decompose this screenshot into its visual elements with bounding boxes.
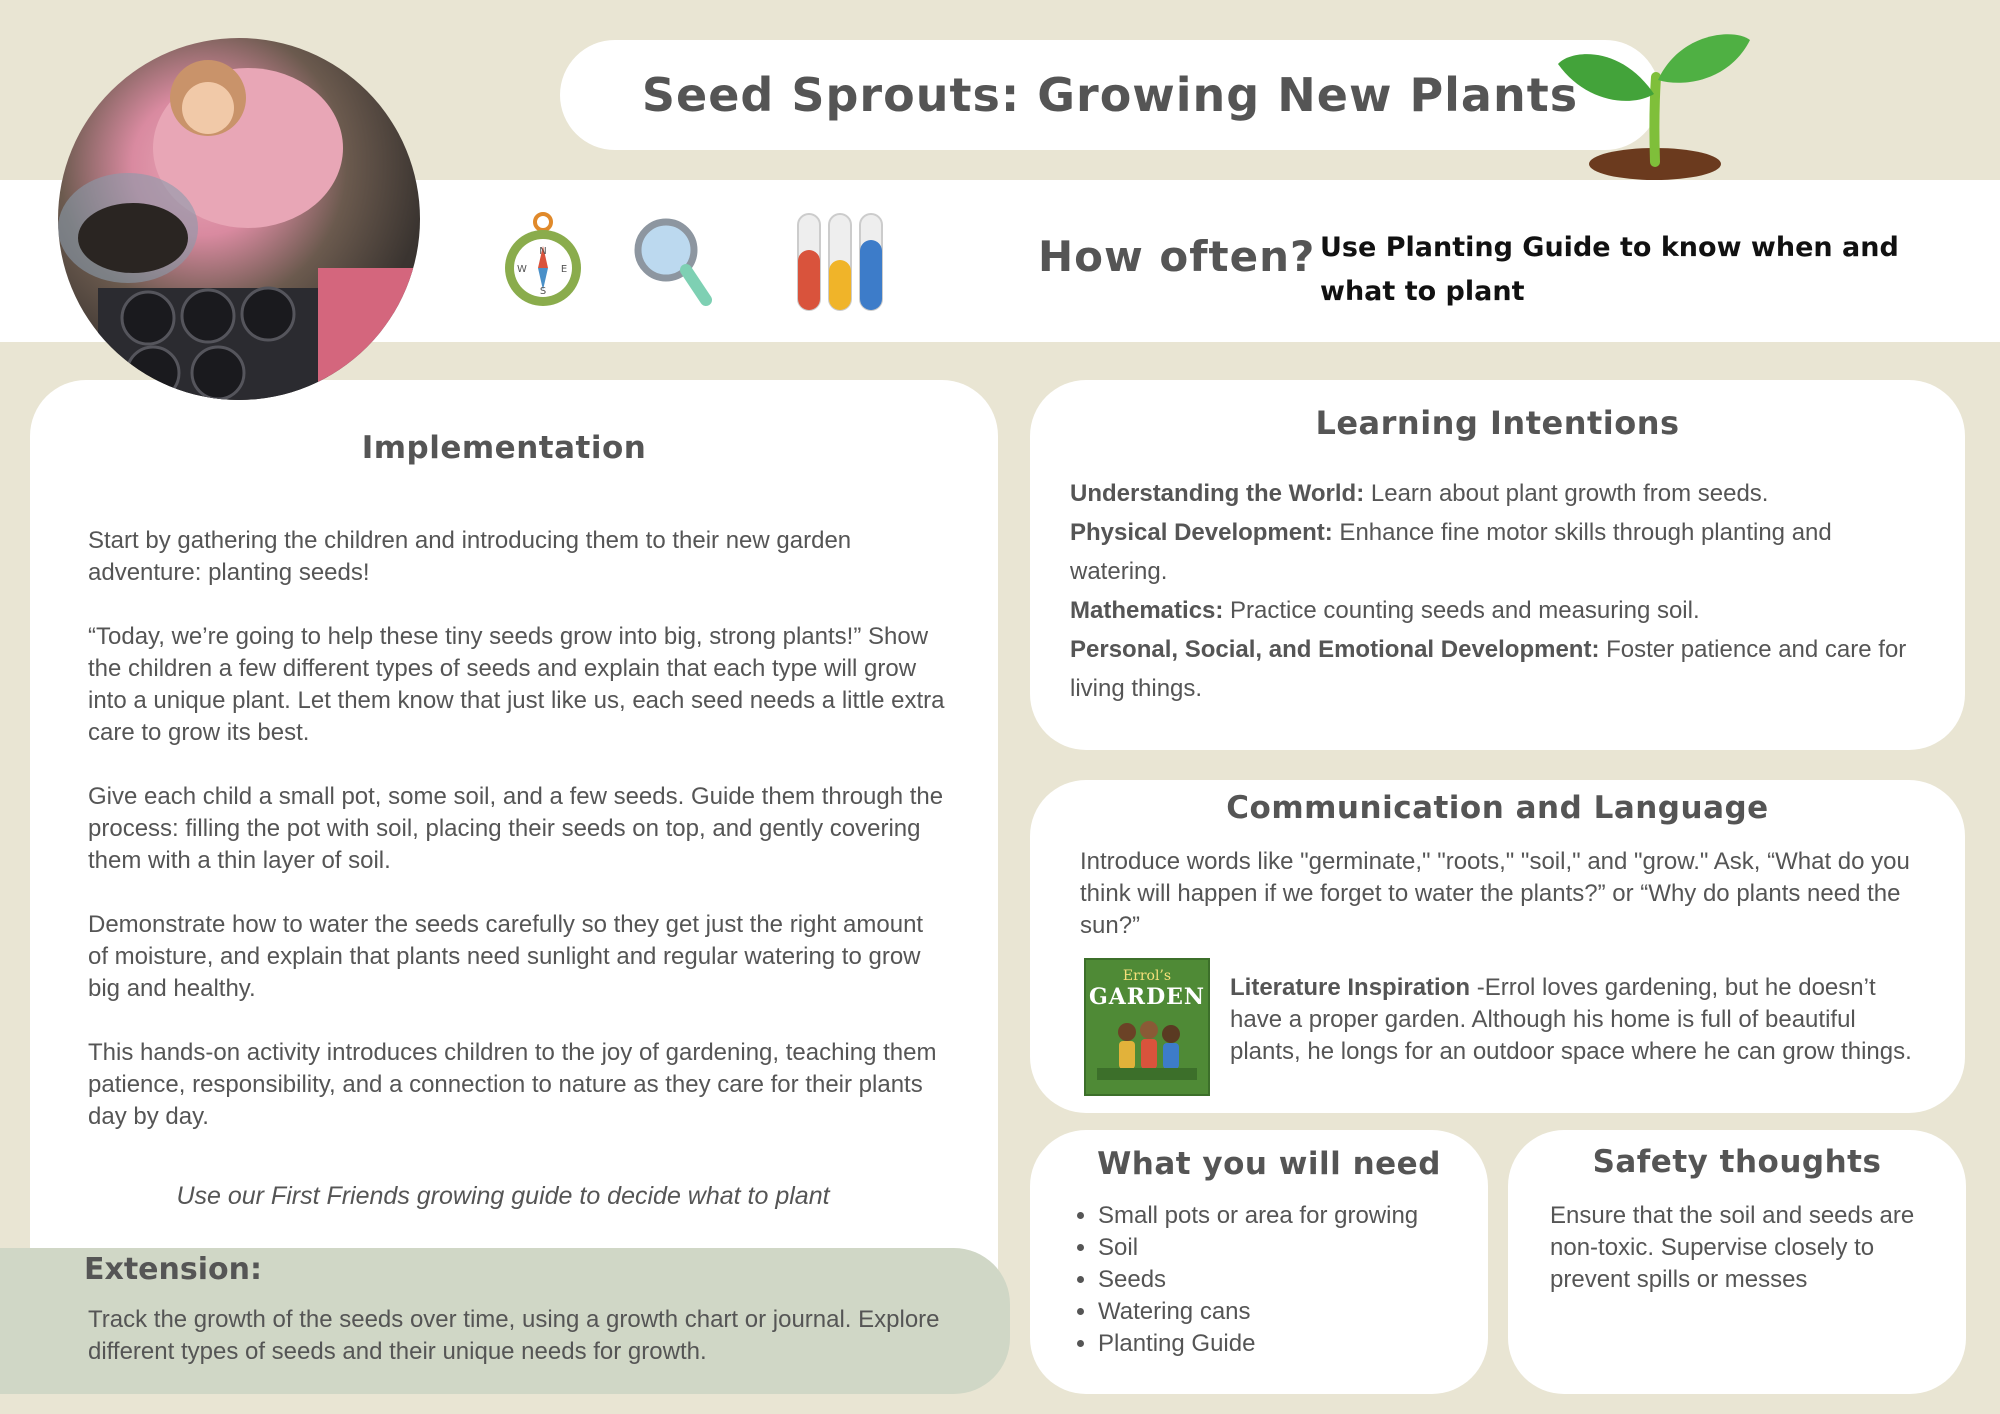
learning-intention-text: Foster patience and care for living things. [1070,636,1907,702]
implementation-paragraph: Demonstrate how to water the seeds carefully so they get just the right amount of moisture, and explain that plants need sunlight and regular watering to grow big and healthy. [88,911,924,1002]
test-tubes-icon [790,210,890,319]
implementation-paragraph: “Today, we’re going to help these tiny seeds grow into big, strong plants!” Show the children a few different types of seeds and explain that each type will grow into a unique plant. Let them know that just like us, each seed needs a little extra care to grow its best. [88,623,945,746]
learning-intention-label: Physical Development: [1070,519,1333,546]
book-title-line2: GARDEN [1088,984,1206,1010]
literature-label: Literature Inspiration [1230,974,1471,1001]
svg-text:S: S [539,286,547,297]
learning-intention-label: Understanding the World: [1070,480,1365,507]
child-planting-photo [58,38,420,400]
learning-intention-item [1070,474,1930,513]
implementation-paragraph: Give each child a small pot, some soil, and a few seeds. Guide them through the process: filling the pot with soil, placing their seeds on top, and gently covering them with a thin layer of soil. [88,783,944,874]
title-banner [560,40,1660,150]
implementation-paragraph: Start by gathering the children and introducing them to their new garden adventure: planting seeds! [88,527,852,586]
needs-list-item: • Soil [1098,1232,1498,1264]
communication-text: Introduce words like "germinate," "roots," "soil," and "grow." Ask, “What do you think will happen if we forget to water the plants?” or “Why do plants need the sun?” [1080,848,1910,939]
needs-list-item: • Watering cans [1098,1296,1498,1328]
learning-intention-text: Enhance fine motor skills through planting and watering. [1070,519,1832,585]
needs-list-item: • Planting Guide [1098,1328,1498,1360]
how-often-label: How often? [1038,232,1316,281]
learning-intention-label: Personal, Social, and Emotional Development: [1070,636,1600,663]
page-title: Seed Sprouts: Growing New Plants [641,68,1579,122]
book-title-line1: Errol’s [1122,968,1172,984]
implementation-body [88,525,948,1165]
safety-text: Ensure that the soil and seeds are non-toxic. Supervise closely to prevent spills or messes [1550,1202,1915,1293]
implementation-title: Implementation [361,430,647,466]
svg-text:N: N [539,246,547,257]
safety-title: Safety thoughts [1592,1144,1882,1180]
needs-list-item: • Small pots or area for growing [1098,1200,1498,1232]
literature-text: -Errol loves gardening, but he doesn’t have a proper garden. Although his home is full of beautiful plants, he longs for an outdoor space where he can grow things. [1230,974,1912,1065]
learning-intentions-list [1070,474,1930,708]
extension-text: Track the growth of the seeds over time, using a growth chart or journal. Explore different types of seeds and their unique needs for growth. [88,1306,940,1365]
sprout-icon [1550,22,1760,182]
compass-icon [500,210,586,315]
learning-intention-item [1070,630,1930,708]
implementation-note: Use our First Friends growing guide to decide what to plant [176,1182,830,1210]
learning-intention-item [1070,591,1930,630]
learning-intentions-title: Learning Intentions [1315,404,1680,442]
needs-title: What you will need [1097,1146,1441,1182]
book-cover-image [1084,958,1210,1096]
svg-text:E: E [560,264,568,275]
communication-title: Communication and Language [1226,790,1769,826]
learning-intention-item [1070,513,1930,591]
svg-text:W: W [517,264,527,275]
learning-intention-label: Mathematics: [1070,597,1224,624]
book-illustration [1097,1010,1197,1080]
implementation-paragraph: This hands-on activity introduces children to the joy of gardening, teaching them patience, responsibility, and a connection to nature as they care for their plants day by day. [88,1039,937,1130]
learning-intention-text: Learn about plant growth from seeds. [1364,480,1769,507]
needs-list [1098,1200,1498,1360]
extension-title: Extension: [84,1252,262,1287]
how-often-text: Use Planting Guide to know when and what to plant [1320,232,1899,307]
magnifying-glass-icon [630,210,716,315]
learning-intention-text: Practice counting seeds and measuring soil. [1223,597,1700,624]
literature-inspiration [1230,972,1930,1068]
needs-list-item: • Seeds [1098,1264,1498,1296]
